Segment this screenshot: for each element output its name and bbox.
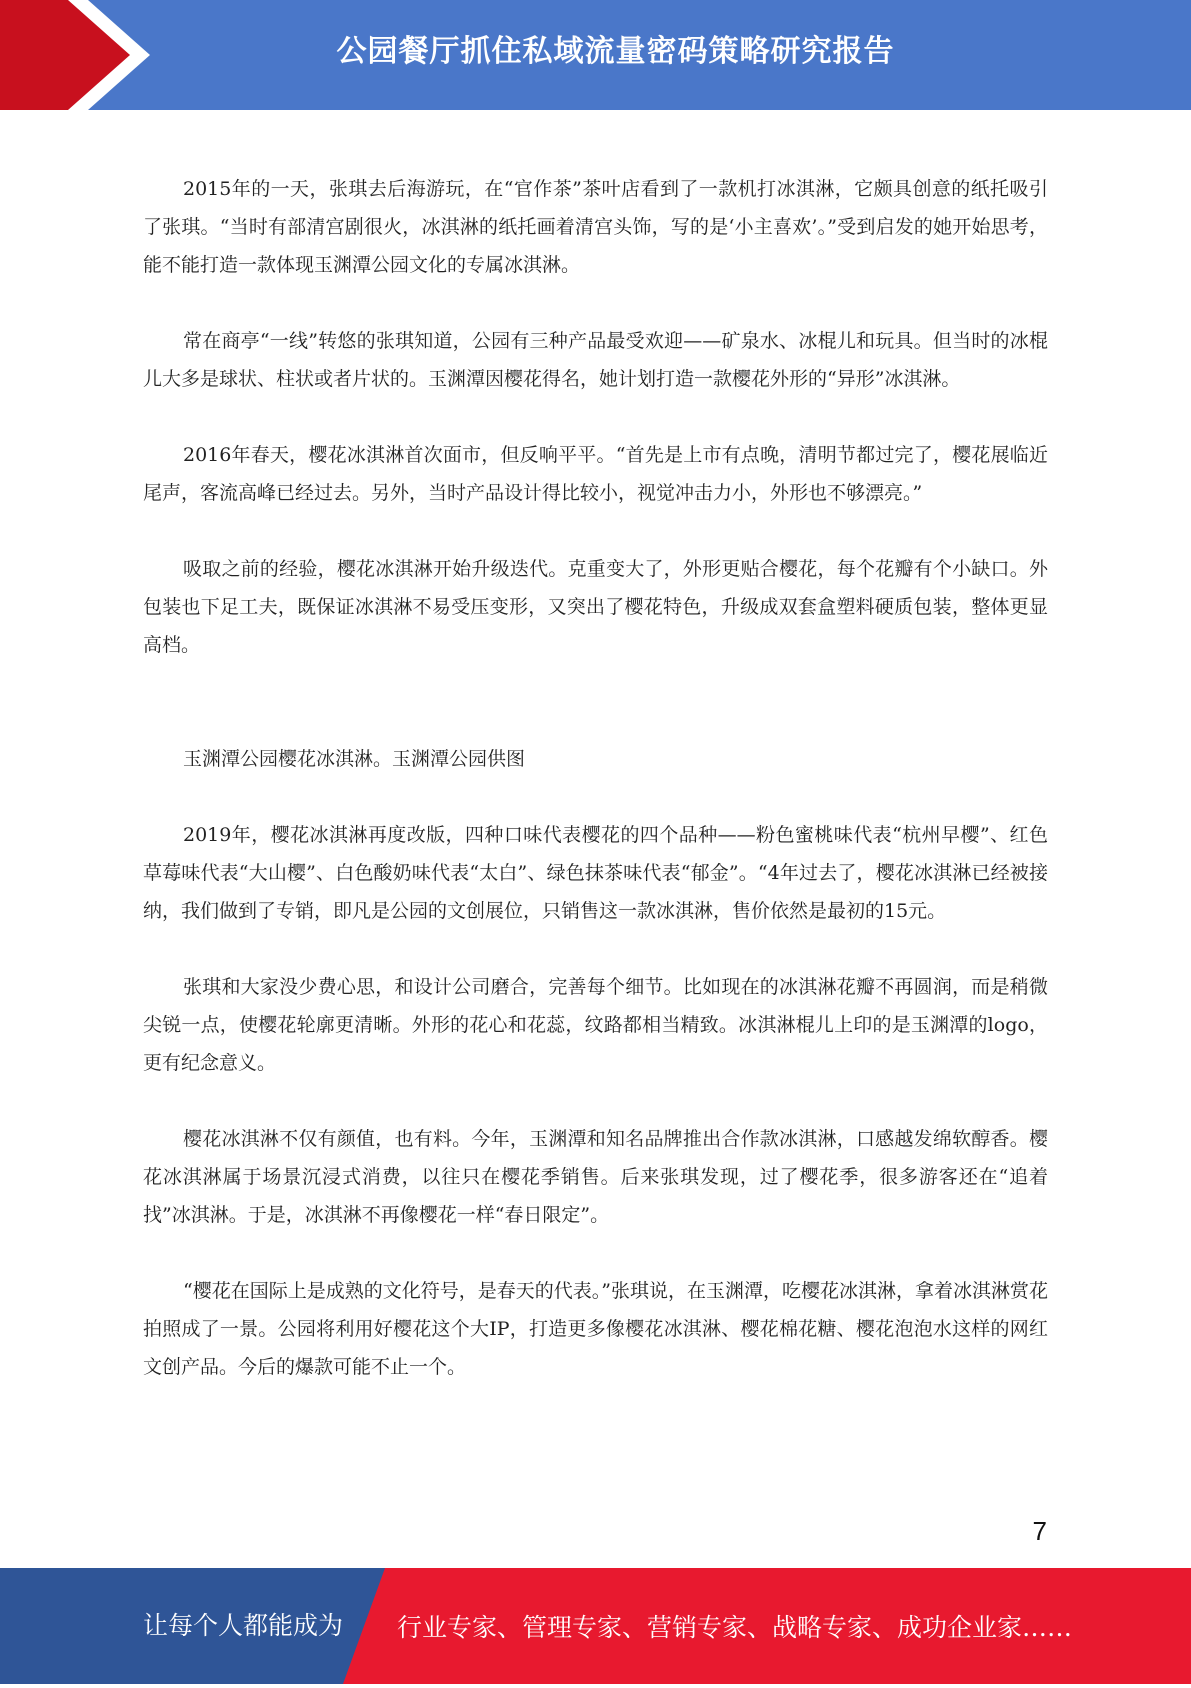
paragraph-spacer xyxy=(143,778,1048,816)
paragraph-7: 樱花冰淇淋不仅有颜值，也有料。今年，玉渊潭和知名品牌推出合作款冰淇淋，口感越发绵软醇香。樱花冰淇淋属于场景沉浸式消费，以往只在樱花季销售。后来张琪发现，过了樱花季，很多游客还在“追着找”冰淇淋。于是，冰淇淋不再像樱花一样“春日限定”。 xyxy=(143,1128,1048,1226)
paragraph-3: 2016年春天，樱花冰淇淋首次面市，但反响平平。“首先是上市有点晚，清明节都过完了，樱花展临近尾声，客流高峰已经过去。另外，当时产品设计得比较小，视觉冲击力小，外形也不够漂亮。” xyxy=(143,444,1048,504)
image-placeholder-gap xyxy=(143,664,1048,740)
paragraph-spacer xyxy=(143,284,1048,322)
paragraph-5: 2019年，樱花冰淇淋再度改版，四种口味代表樱花的四个品种——粉色蜜桃味代表“杭州早樱”、红色草莓味代表“大山樱”、白色酸奶味代表“太白”、绿色抹茶味代表“郁金”。“4年过去了，樱花冰淇淋已经被接纳，我们做到了专销，即凡是公园的文创展位，只销售这一款冰淇淋，售价依然是最初的15元。 xyxy=(143,824,1048,922)
report-title: 公园餐厅抓住私域流量密码策略研究报告 xyxy=(336,34,895,69)
paragraph-2: 常在商亭“一线”转悠的张琪知道，公园有三种产品最受欢迎——矿泉水、冰棍儿和玩具。但当时的冰棍儿大多是球状、柱状或者片状的。玉渊潭因樱花得名，她计划打造一款樱花外形的“异形”冰淇淋。 xyxy=(143,330,1048,390)
paragraph-spacer xyxy=(143,1082,1048,1120)
paragraph-8: “樱花在国际上是成熟的文化符号，是春天的代表。”张琪说，在玉渊潭，吃樱花冰淇淋，拿着冰淇淋赏花拍照成了一景。公园将利用好樱花这个大IP，打造更多像樱花冰淇淋、樱花棉花糖、樱花泡泡水这样的网红文创产品。今后的爆款可能不止一个。 xyxy=(143,1280,1048,1378)
page-footer xyxy=(0,1568,1191,1684)
paragraph-6: 张琪和大家没少费心思，和设计公司磨合，完善每个细节。比如现在的冰淇淋花瓣不再圆润，而是稍微尖锐一点，使樱花轮廓更清晰。外形的花心和花蕊，纹路都相当精致。冰淇淋棍儿上印的是玉渊潭的logo，更有纪念意义。 xyxy=(143,976,1048,1074)
page-number: 7 xyxy=(1032,1516,1047,1546)
image-caption: 玉渊潭公园樱花冰淇淋。玉渊潭公园供图 xyxy=(183,748,526,770)
footer-slogan-right: 行业专家、管理专家、营销专家、战略专家、成功企业家…… xyxy=(397,1613,1073,1642)
page-header xyxy=(0,0,1191,110)
paragraph-spacer xyxy=(143,398,1048,436)
paragraph-spacer xyxy=(143,1234,1048,1272)
footer-slogan-left: 让每个人都能成为 xyxy=(143,1611,344,1640)
paragraph-4: 吸取之前的经验，樱花冰淇淋开始升级迭代。克重变大了，外形更贴合樱花，每个花瓣有个小缺口。外包装也下足工夫，既保证冰淇淋不易受压变形，又突出了樱花特色，升级成双套盒塑料硬质包装，整体更显高档。 xyxy=(143,558,1048,656)
article-body xyxy=(143,170,1048,1386)
paragraph-1: 2015年的一天，张琪去后海游玩，在“官作茶”茶叶店看到了一款机打冰淇淋，它颇具创意的纸托吸引了张琪。“当时有部清宫剧很火，冰淇淋的纸托画着清宫头饰，写的是‘小主喜欢’。”受到启发的她开始思考，能不能打造一款体现玉渊潭公园文化的专属冰淇淋。 xyxy=(143,178,1048,276)
paragraph-spacer xyxy=(143,512,1048,550)
paragraph-spacer xyxy=(143,930,1048,968)
